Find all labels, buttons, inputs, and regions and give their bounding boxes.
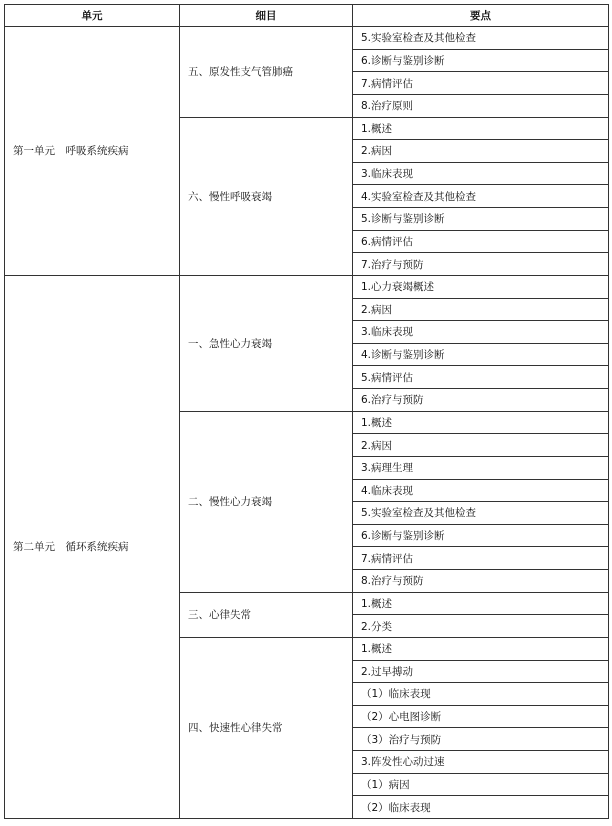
unit-cell: 第一单元 呼吸系统疾病 <box>5 27 180 276</box>
point-cell: 3.临床表现 <box>353 321 609 344</box>
unit-cell: 第二单元 循环系统疾病 <box>5 275 180 818</box>
point-cell: 3.临床表现 <box>353 162 609 185</box>
point-cell: 6.治疗与预防 <box>353 389 609 412</box>
point-cell: （1）临床表现 <box>353 683 609 706</box>
point-cell: 4.实验室检查及其他检查 <box>353 185 609 208</box>
point-cell: 5.实验室检查及其他检查 <box>353 27 609 50</box>
point-cell: 6.诊断与鉴别诊断 <box>353 49 609 72</box>
header-row <box>5 5 609 27</box>
point-cell: 2.病因 <box>353 140 609 163</box>
point-cell: 1.概述 <box>353 117 609 140</box>
item-cell: 一、急性心力衰竭 <box>180 275 353 411</box>
point-cell: 5.实验室检查及其他检查 <box>353 502 609 525</box>
item-cell: 五、原发性支气管肺癌 <box>180 27 353 118</box>
table-body <box>5 27 609 819</box>
point-cell: 4.临床表现 <box>353 479 609 502</box>
point-cell: 4.诊断与鉴别诊断 <box>353 343 609 366</box>
point-cell: 2.过早搏动 <box>353 660 609 683</box>
point-cell: （3）治疗与预防 <box>353 728 609 751</box>
point-cell: 6.病情评估 <box>353 230 609 253</box>
point-cell: 8.治疗原则 <box>353 94 609 117</box>
point-cell: 7.治疗与预防 <box>353 253 609 276</box>
point-cell: 6.诊断与鉴别诊断 <box>353 524 609 547</box>
point-cell: （1）病因 <box>353 773 609 796</box>
point-cell: （2）临床表现 <box>353 796 609 819</box>
header-item: 细目 <box>180 5 353 27</box>
item-cell: 四、快速性心律失常 <box>180 637 353 818</box>
point-cell: 7.病情评估 <box>353 72 609 95</box>
item-cell: 三、心律失常 <box>180 592 353 637</box>
point-cell: 7.病情评估 <box>353 547 609 570</box>
point-cell: 2.分类 <box>353 615 609 638</box>
point-cell: 1.概述 <box>353 411 609 434</box>
table-row <box>5 27 609 50</box>
header-point: 要点 <box>353 5 609 27</box>
point-cell: 3.病理生理 <box>353 456 609 479</box>
point-cell: 5.病情评估 <box>353 366 609 389</box>
item-cell: 六、慢性呼吸衰竭 <box>180 117 353 275</box>
point-cell: 1.概述 <box>353 592 609 615</box>
point-cell: 1.心力衰竭概述 <box>353 275 609 298</box>
point-cell: 2.病因 <box>353 298 609 321</box>
table-row <box>5 275 609 298</box>
point-cell: 2.病因 <box>353 434 609 457</box>
syllabus-table <box>4 4 609 819</box>
point-cell: 5.诊断与鉴别诊断 <box>353 208 609 231</box>
point-cell: 1.概述 <box>353 637 609 660</box>
header-unit: 单元 <box>5 5 180 27</box>
point-cell: 3.阵发性心动过速 <box>353 751 609 774</box>
point-cell: 8.治疗与预防 <box>353 570 609 593</box>
item-cell: 二、慢性心力衰竭 <box>180 411 353 592</box>
point-cell: （2）心电图诊断 <box>353 705 609 728</box>
